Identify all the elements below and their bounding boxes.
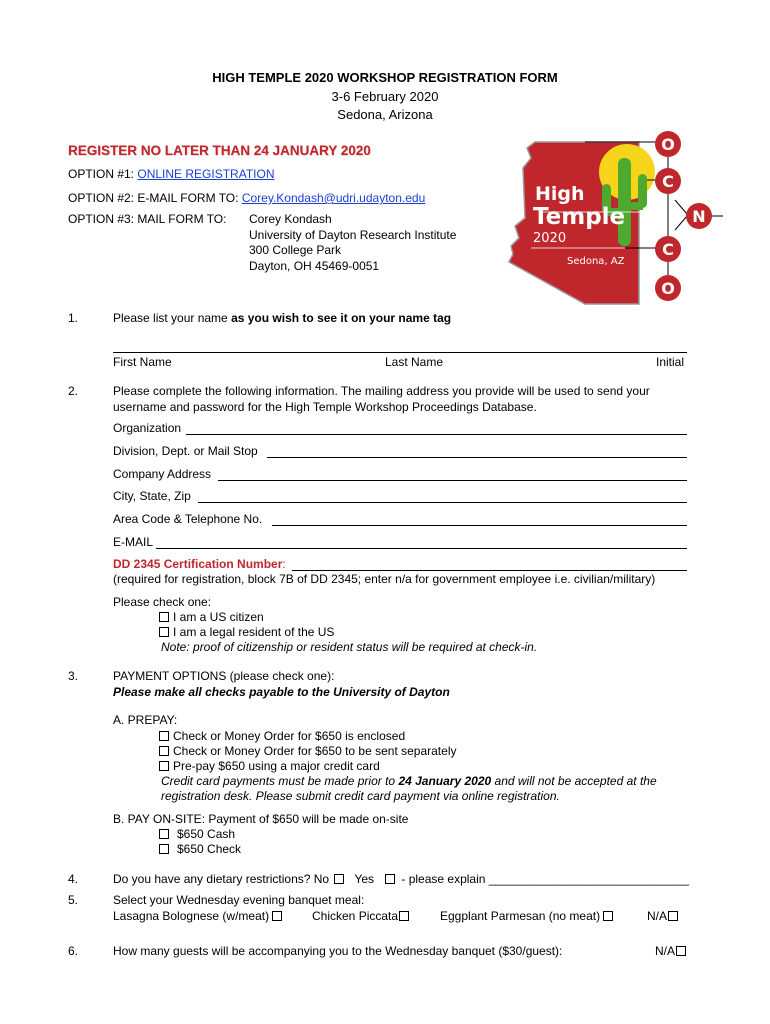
q3-number: 3. [68,669,79,683]
dd2345-label-text: DD 2345 Certification Number [113,557,283,571]
division-field[interactable] [267,457,687,458]
prepay-option-enclosed[interactable] [159,729,405,743]
city-state-zip-label: City, State, Zip [113,489,191,503]
dd2345-label [113,557,286,571]
cash-checkbox[interactable] [159,829,169,839]
option-1-label: OPTION #1: [68,167,135,181]
q1-bold: as you wish to see it on your name tag [231,311,452,325]
cash-label: $650 Cash [177,827,236,841]
high-temple-logo [505,128,725,308]
dietary-explain: - please explain ______________________________ [401,872,689,886]
dd2345-note: (required for registration, block 7B of DD 2345; enter n/a for government employee i.e. civilian/military) [113,572,656,586]
first-name-label: First Name [113,355,172,369]
payment-options-title: PAYMENT OPTIONS (please check one): [113,669,335,683]
dietary-yes-checkbox[interactable] [385,874,395,884]
option-2-label: OPTION #2: E-MAIL FORM TO: [68,191,239,205]
q1-prefix: Please list your name [113,311,232,325]
banquet-question: Select your Wednesday evening banquet meal: [113,893,365,907]
cc-note-date: 24 January 2020 [398,774,492,788]
dietary-question [113,872,689,886]
company-address-label: Company Address [113,467,212,481]
cc-note-c: and will not be accepted at the [491,774,657,788]
last-name-label: Last Name [385,355,444,369]
q2-intro-2: username and password for the High Temple Workshop Proceedings Database. [113,400,537,414]
q5-number: 5. [68,893,79,907]
chicken-checkbox[interactable] [399,911,409,921]
enclosed-label: Check or Money Order for $650 is enclosed [173,729,406,743]
email-link[interactable]: Corey.Kondash@udri.udayton.edu [241,191,426,205]
legal-resident-label: I am a legal resident of the US [173,625,335,639]
check-label: $650 Check [177,842,242,856]
option-1 [68,167,275,181]
event-dates: 3-6 February 2020 [331,89,439,104]
option-2 [68,191,425,205]
telephone-field[interactable] [272,525,687,526]
prepay-label: A. PREPAY: [113,713,178,727]
address-line: University of Dayton Research Institute [249,227,457,242]
us-citizen-option[interactable] [159,610,264,624]
cc-note-a: Credit card payments must be made prior to [161,774,399,788]
telephone-label: Area Code & Telephone No. [113,512,263,526]
city-state-zip-field[interactable] [198,502,687,503]
pay-onsite-label: B. PAY ON-SITE: Payment of $650 will be made on-site [113,812,409,826]
chicken-label: Chicken Piccata [312,909,399,923]
registration-deadline: REGISTER NO LATER THAN 24 JANUARY 2020 [68,143,371,158]
name-input-line[interactable] [113,352,687,353]
email-field[interactable] [156,548,687,549]
enclosed-checkbox[interactable] [159,731,169,741]
q6-number: 6. [68,944,79,958]
guests-na-checkbox[interactable] [676,946,686,956]
online-registration-link[interactable]: ONLINE REGISTRATION [137,167,275,181]
proof-note: Note: proof of citizenship or resident status will be required at check-in. [161,640,538,654]
meal-na-option[interactable] [647,909,682,923]
email-label: E-MAIL [113,535,154,549]
credit-card-checkbox[interactable] [159,761,169,771]
address-line: Dayton, OH 45469-0051 [249,258,380,273]
check-checkbox[interactable] [159,844,169,854]
guests-na-label: N/A [655,944,676,958]
initial-label: Initial [656,355,685,369]
separate-checkbox[interactable] [159,746,169,756]
circle-o: O [661,135,675,154]
onsite-check-option[interactable] [159,842,241,856]
meal-na-checkbox[interactable] [668,911,678,921]
meal-lasagna-option[interactable] [113,909,286,923]
address-line: 300 College Park [249,243,342,257]
legal-resident-checkbox[interactable] [159,627,169,637]
prepay-option-separate[interactable] [159,744,456,758]
credit-card-label: Pre-pay $650 using a major credit card [173,759,380,773]
logo-high: High [535,183,585,205]
eggplant-label: Eggplant Parmesan (no meat) [440,909,601,923]
logo-temple: Temple [533,204,626,230]
eggplant-checkbox[interactable] [603,911,613,921]
logo-year: 2020 [533,231,567,246]
credit-card-note [161,774,657,788]
q1-prompt [113,311,451,325]
form-title: HIGH TEMPLE 2020 WORKSHOP REGISTRATION FORM [212,70,558,85]
logo-place: Sedona, AZ [567,256,625,267]
organization-label: Organization [113,421,182,435]
dietary-question-text: Do you have any dietary restrictions? No [113,872,330,886]
q4-number: 4. [68,872,79,886]
company-address-field[interactable] [218,480,687,481]
lasagna-label: Lasagna Bolognese (w/meat) [113,909,270,923]
meal-eggplant-option[interactable] [440,909,617,923]
organization-field[interactable] [186,434,687,435]
credit-card-note-2: registration desk. Please submit credit card payment via online registration. [161,789,560,803]
us-citizen-checkbox[interactable] [159,612,169,622]
dd2345-colon: : [282,557,286,571]
dietary-no-checkbox[interactable] [334,874,344,884]
circle-c: C [662,172,674,191]
check-one-label: Please check one: [113,595,212,609]
guests-question: How many guests will be accompanying you to the Wednesday banquet ($30/guest): [113,944,563,958]
division-label: Division, Dept. or Mail Stop [113,444,258,458]
q1-number: 1. [68,311,79,325]
meal-chicken-option[interactable] [312,909,413,923]
separate-label: Check or Money Order for $650 to be sent separately [173,744,457,758]
q2-number: 2. [68,384,79,398]
circle-c: C [662,240,674,259]
address-line: Corey Kondash [249,212,332,226]
prepay-option-credit[interactable] [159,759,380,773]
guests-na-option[interactable] [655,944,690,958]
dd2345-field[interactable] [292,570,687,571]
legal-resident-option[interactable] [159,625,334,639]
option-3-label: OPTION #3: MAIL FORM TO: [68,212,227,226]
onsite-cash-option[interactable] [159,827,235,841]
meal-na-label: N/A [647,909,668,923]
event-location: Sedona, Arizona [337,107,433,122]
us-citizen-label: I am a US citizen [173,610,264,624]
circle-o: O [661,279,675,298]
q2-intro-1: Please complete the following information. The mailing address you provide will be used to send your [113,384,650,398]
molecule-circles [655,131,712,301]
circle-n: N [692,207,706,226]
mailing-address [249,212,456,274]
lasagna-checkbox[interactable] [272,911,282,921]
dietary-yes-label: Yes [354,872,375,886]
payable-note: Please make all checks payable to the University of Dayton [113,685,450,699]
